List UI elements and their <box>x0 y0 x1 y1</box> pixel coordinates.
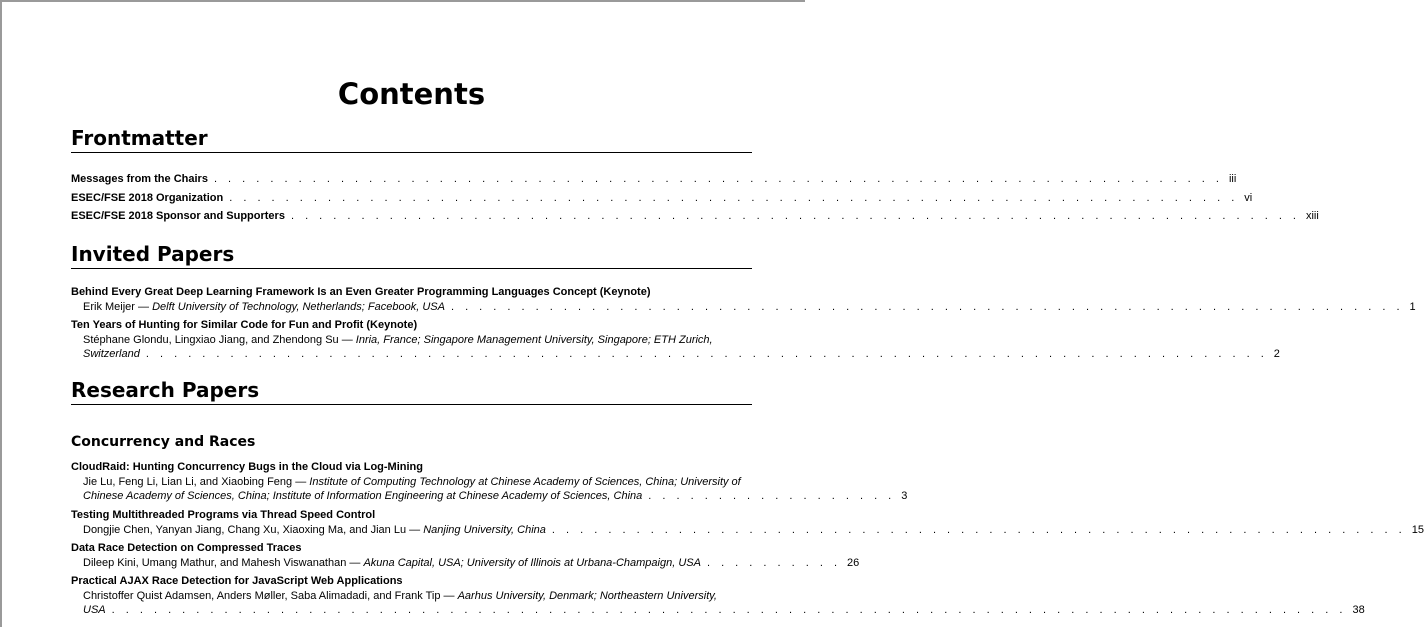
paper-affiliation-continued: USA <box>83 604 106 616</box>
section-heading-research-papers: Research Papers <box>71 377 752 405</box>
page-number: iii <box>1228 173 1237 185</box>
leader-dots: . . . . . . . . . . . . . . . . . . . . . . . . . . . . . . . . . . . . . . . . . . . . . . . . . . . . . . . . . . . . . . . . . . . . . . . . . . . . . . . . . . . . . . . . <box>111 604 1347 616</box>
author-line <box>71 523 1424 538</box>
toc-row[interactable] <box>71 172 1237 186</box>
paper-affiliation: Delft University of Technology, Netherlands; Facebook, USA <box>152 300 445 313</box>
paper-affiliation: Aarhus University, Denmark; Northeastern University, <box>457 589 717 602</box>
leader-dots: . . . . . . . . . . . . . . . . . . . . . . . . . . . . . . . . . . . . . . . . . . . . . . . . . . . . . . . . . . . . . <box>551 523 1406 536</box>
author-line-continued <box>71 347 1280 362</box>
author-line-continued <box>71 489 908 504</box>
paper-authors: Erik Meijer — <box>83 300 150 313</box>
page-number: 3 <box>901 490 908 502</box>
paper-affiliation: Nanjing University, China <box>423 523 546 536</box>
paper-affiliation: Inria, France; Singapore Management University, Singapore; ETH Zurich, <box>355 333 713 346</box>
paper-affiliation: Akuna Capital, USA; University of Illinois at Urbana-Champaign, USA <box>363 556 701 569</box>
page-border-top <box>0 0 805 2</box>
author-line-continued <box>71 603 1365 618</box>
paper-authors: Christoffer Quist Adamsen, Anders Møller, Saba Alimadadi, and Frank Tip — <box>83 589 455 602</box>
toc-entry[interactable] <box>71 460 908 504</box>
page-border-left <box>0 0 2 627</box>
section-heading-invited-papers: Invited Papers <box>71 241 752 269</box>
toc-row[interactable] <box>71 191 1253 205</box>
paper-authors: Dileep Kini, Umang Mathur, and Mahesh Viswanathan — <box>83 556 361 569</box>
page-number: 38 <box>1352 604 1365 616</box>
toc-entry[interactable] <box>71 541 860 570</box>
toc-entry[interactable] <box>71 285 1416 314</box>
author-line <box>71 589 752 604</box>
page-number: 26 <box>847 556 860 569</box>
page-number: vi <box>1244 192 1253 204</box>
section-heading-frontmatter: Frontmatter <box>71 125 752 153</box>
leader-dots: . . . . . . . . . . . . . . . . . . . . . . . . . . . . . . . . . . . . . . . . . . . . . . . . . . . . . . . . . . . . . . . . . . . . . . . . <box>290 210 1300 222</box>
leader-dots: . . . . . . . . . . . . . . . . . . . . . . . . . . . . . . . . . . . . . . . . . . . . . . . . . . . . . . . . . . . . . . . . . . . . <box>450 300 1404 313</box>
paper-title: Testing Multithreaded Programs via Thread Speed Control <box>71 509 376 521</box>
paper-title: Ten Years of Hunting for Similar Code for Fun and Profit (Keynote) <box>71 319 418 331</box>
paper-title: Behind Every Great Deep Learning Framework Is an Even Greater Programming Languages Concept (Keynote) <box>71 286 651 298</box>
toc-entry[interactable] <box>71 508 1424 537</box>
author-line <box>71 475 752 490</box>
paper-affiliation-continued: Chinese Academy of Sciences, China; Institute of Information Engineering at Chinese Academy of Sciences, China <box>83 490 643 502</box>
page-number: xiii <box>1305 210 1319 222</box>
subsection-heading: Concurrency and Races <box>71 434 256 450</box>
toc-title: Messages from the Chairs <box>71 173 208 185</box>
toc-entry[interactable] <box>71 318 1280 362</box>
author-line <box>71 300 1416 315</box>
leader-dots: . . . . . . . . . . <box>706 556 842 569</box>
leader-dots: . . . . . . . . . . . . . . . . . . <box>648 490 896 502</box>
page-title: Contents <box>337 77 486 111</box>
author-line <box>71 333 752 348</box>
paper-affiliation-continued: Switzerland <box>83 348 140 360</box>
paper-authors: Dongjie Chen, Yanyan Jiang, Chang Xu, Xiaoxing Ma, and Jian Lu — <box>83 523 421 536</box>
page-number: 15 <box>1411 523 1424 536</box>
paper-authors: Jie Lu, Feng Li, Lian Li, and Xiaobing Feng — <box>83 475 307 488</box>
toc-row[interactable] <box>71 209 1319 223</box>
page-number: 1 <box>1409 300 1416 313</box>
leader-dots: . . . . . . . . . . . . . . . . . . . . . . . . . . . . . . . . . . . . . . . . . . . . . . . . . . . . . . . . . . . . . . . . . . . . . . . . <box>213 173 1223 185</box>
paper-title: Practical AJAX Race Detection for JavaScript Web Applications <box>71 575 403 587</box>
toc-title: ESEC/FSE 2018 Sponsor and Supporters <box>71 210 285 222</box>
paper-title: Data Race Detection on Compressed Traces <box>71 542 302 554</box>
leader-dots: . . . . . . . . . . . . . . . . . . . . . . . . . . . . . . . . . . . . . . . . . . . . . . . . . . . . . . . . . . . . . . . . . . . . . . . . . . . . . . . . <box>145 348 1268 360</box>
leader-dots: . . . . . . . . . . . . . . . . . . . . . . . . . . . . . . . . . . . . . . . . . . . . . . . . . . . . . . . . . . . . . . . . . . . . . . . . <box>229 192 1239 204</box>
author-line <box>71 556 860 571</box>
paper-affiliation: Institute of Computing Technology at Chinese Academy of Sciences, China; University of <box>309 475 741 488</box>
paper-title: CloudRaid: Hunting Concurrency Bugs in the Cloud via Log-Mining <box>71 461 423 473</box>
toc-title: ESEC/FSE 2018 Organization <box>71 192 224 204</box>
page-number: 2 <box>1273 348 1280 360</box>
toc-entry[interactable] <box>71 574 1365 618</box>
paper-authors: Stéphane Glondu, Lingxiao Jiang, and Zhendong Su — <box>83 333 353 346</box>
